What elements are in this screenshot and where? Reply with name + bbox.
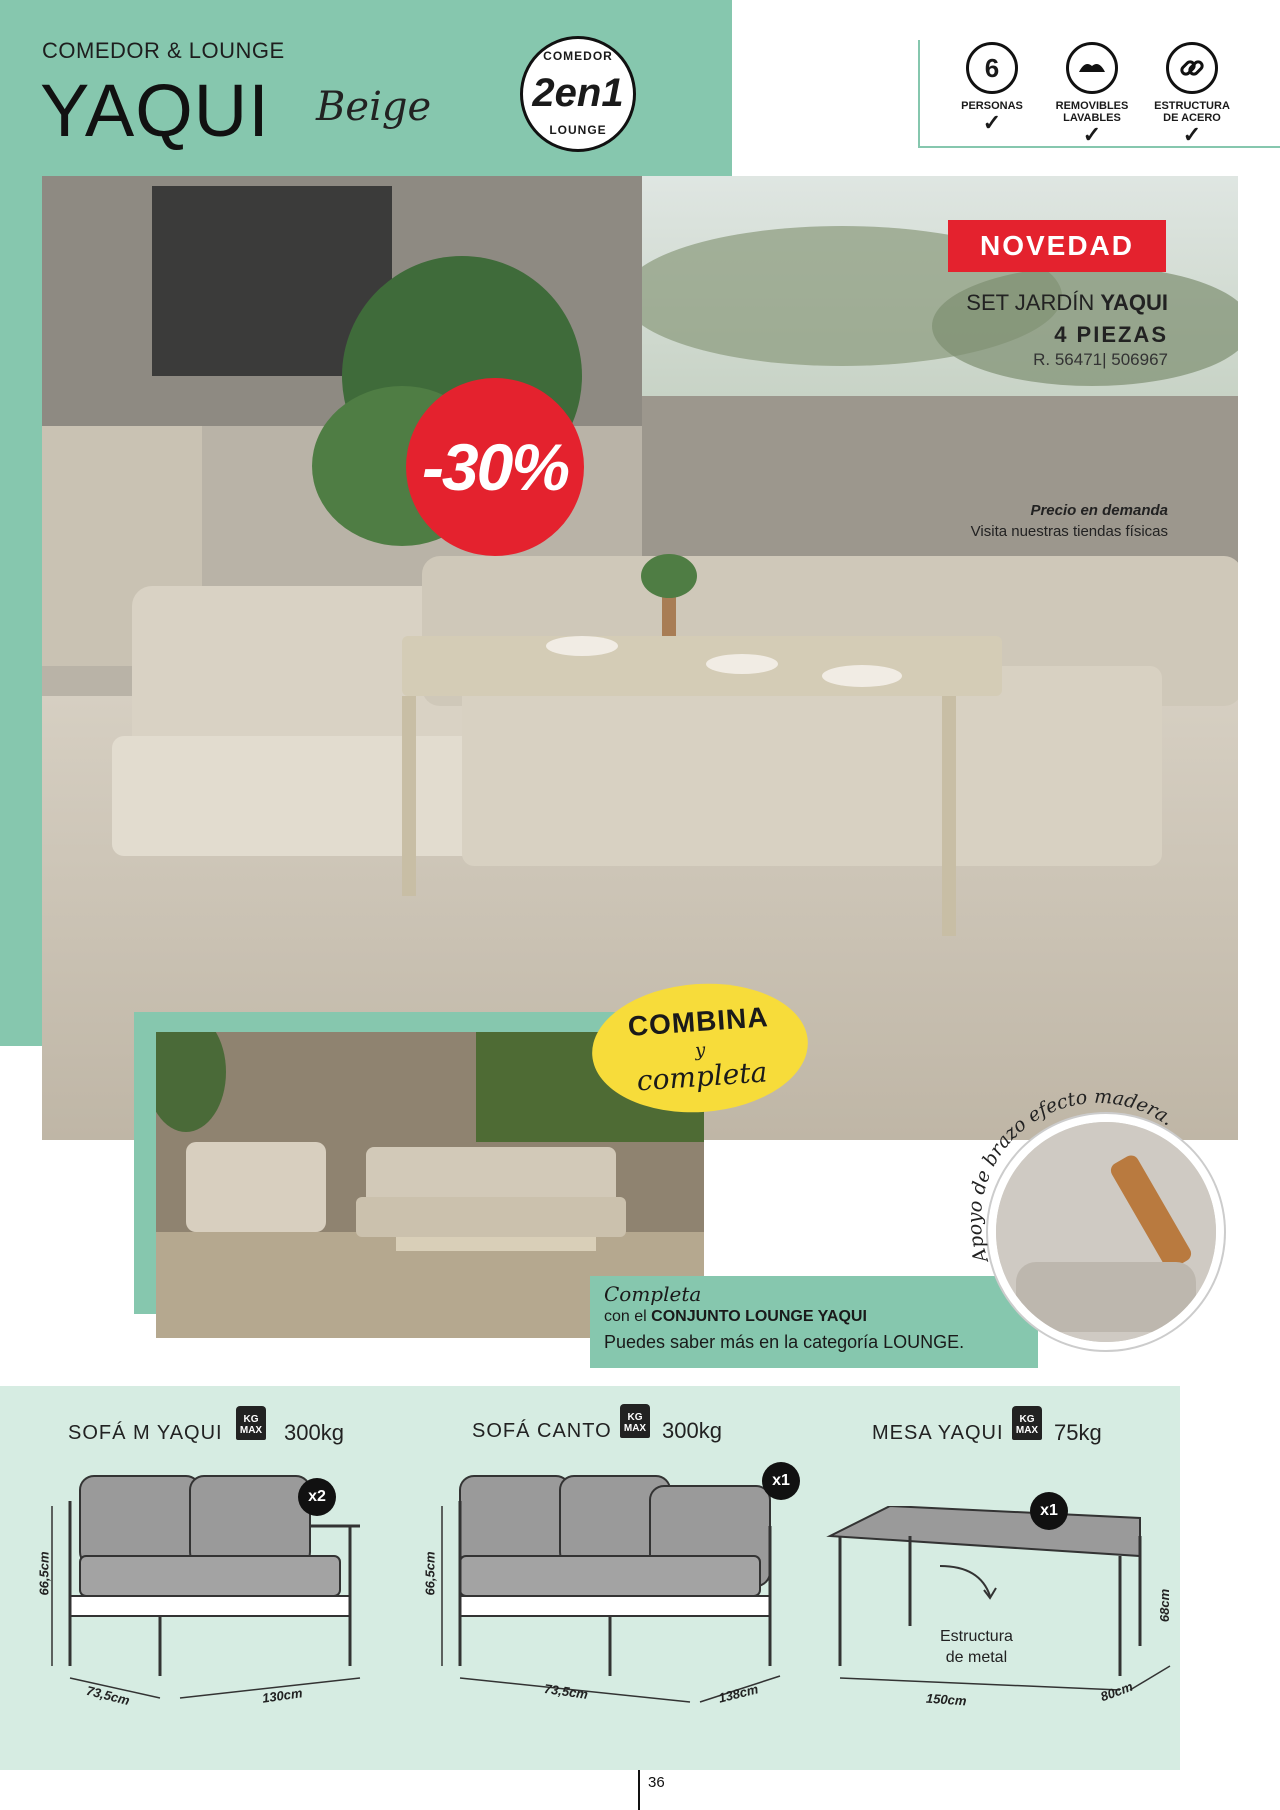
product-prefix: SET JARDÍN [966,290,1101,315]
feature-label-2: LAVABLES [1063,112,1121,124]
discount-value: -30% [421,430,569,504]
product-3-height: 68cm [1157,1588,1173,1623]
badge-main: 2en1 [532,71,624,115]
removable-cover-icon [1066,42,1118,94]
price-note: Precio en demanda [1030,502,1168,519]
metal-note-1: Estructura [940,1628,1013,1645]
hero-photo [42,176,1238,1140]
armrest-arc-label [948,1070,1248,1370]
check-icon: ✓ [1082,122,1102,147]
product-3-name: MESA YAQUI [872,1422,1004,1444]
six-persons-icon: 6 [966,42,1018,94]
product-1-depth: 73,5cm [84,1682,132,1709]
caption-text [604,1308,867,1326]
product-1-qty: x2 [298,1478,336,1516]
kg-max-icon: KG MAX [620,1404,650,1438]
side-band [0,176,42,1046]
metal-structure-note [940,1626,1013,1668]
sofa-m-drawing [40,1466,420,1709]
product-3-width: 150cm [925,1690,967,1709]
caption-prefix: con el [604,1308,652,1325]
kg-max-icon: KG MAX [236,1406,266,1440]
product-3-depth: 80cm [1098,1678,1135,1705]
product-2-qty: x1 [762,1462,800,1500]
page-title: YAQUI [40,69,270,152]
feature-label: ESTRUCTURA [1154,100,1230,112]
product-1-height: 66,5cm [36,1551,52,1596]
product-3-qty: x1 [1030,1492,1068,1530]
caption-bold: CONJUNTO LOUNGE YAQUI [651,1308,867,1325]
product-1-width: 130cm [261,1685,304,1706]
novedad-tag: NOVEDAD [948,220,1166,272]
product-3-weight: 75kg [1054,1420,1102,1445]
badge-top: COMEDOR [543,49,613,63]
steel-structure-icon [1166,42,1218,94]
product-2-height: 66,5cm [422,1551,438,1596]
mesa-drawing [820,1506,1180,1706]
kg-max-icon: KG MAX [1012,1406,1042,1440]
check-icon: ✓ [1182,122,1202,147]
product-ref: R. 56471| 506967 [1033,350,1168,369]
feature-steel [1142,40,1242,146]
product-2-depth: 73,5cm [543,1681,589,1702]
product-2-weight: 300kg [662,1418,722,1443]
visit-stores: Visita nuestras tiendas físicas [970,523,1168,540]
discount-badge [406,378,584,556]
sofa-canto-drawing [430,1466,800,1706]
svg-text:Apoyo de brazo efecto madera. [964,1086,1178,1267]
feature-label: PERSONAS [961,100,1023,112]
caption-more: Puedes saber más en la categoría LOUNGE. [604,1332,965,1352]
product-name [966,290,1168,316]
feature-label-2: DE ACERO [1163,112,1221,124]
page-number: 36 [648,1774,665,1791]
badge-bottom: LOUNGE [549,123,607,137]
category-label: COMEDOR & LOUNGE [42,38,285,63]
feature-removable [1042,40,1142,146]
product-1-weight: 300kg [284,1420,344,1445]
combina-line-3: completa [635,1055,769,1098]
armrest-label: Apoyo de brazo efecto madera. [963,1085,1179,1266]
two-in-one-badge [520,36,636,152]
feature-panel [918,40,1280,148]
product-2-name: SOFÁ CANTO [472,1420,612,1442]
combina-line-1: COMBINA [626,1001,770,1042]
variant-label: Beige [316,84,432,130]
feature-label: REMOVIBLES [1055,100,1129,112]
check-icon: ✓ [982,110,1002,135]
product-pieces: 4 PIEZAS [1054,322,1168,347]
combina-line-2: y [694,1039,706,1062]
dimensions-area [0,1386,1180,1770]
product-name-bold: YAQUI [1100,290,1168,315]
hero-illustration [42,176,1238,1140]
feature-persons [942,40,1042,134]
caption-script: Completa [604,1282,702,1306]
metal-note-2: de metal [945,1649,1008,1666]
page-divider [638,1770,640,1810]
product-1-name: SOFÁ M YAQUI [68,1422,223,1444]
product-2-width: 138cm [716,1681,760,1706]
